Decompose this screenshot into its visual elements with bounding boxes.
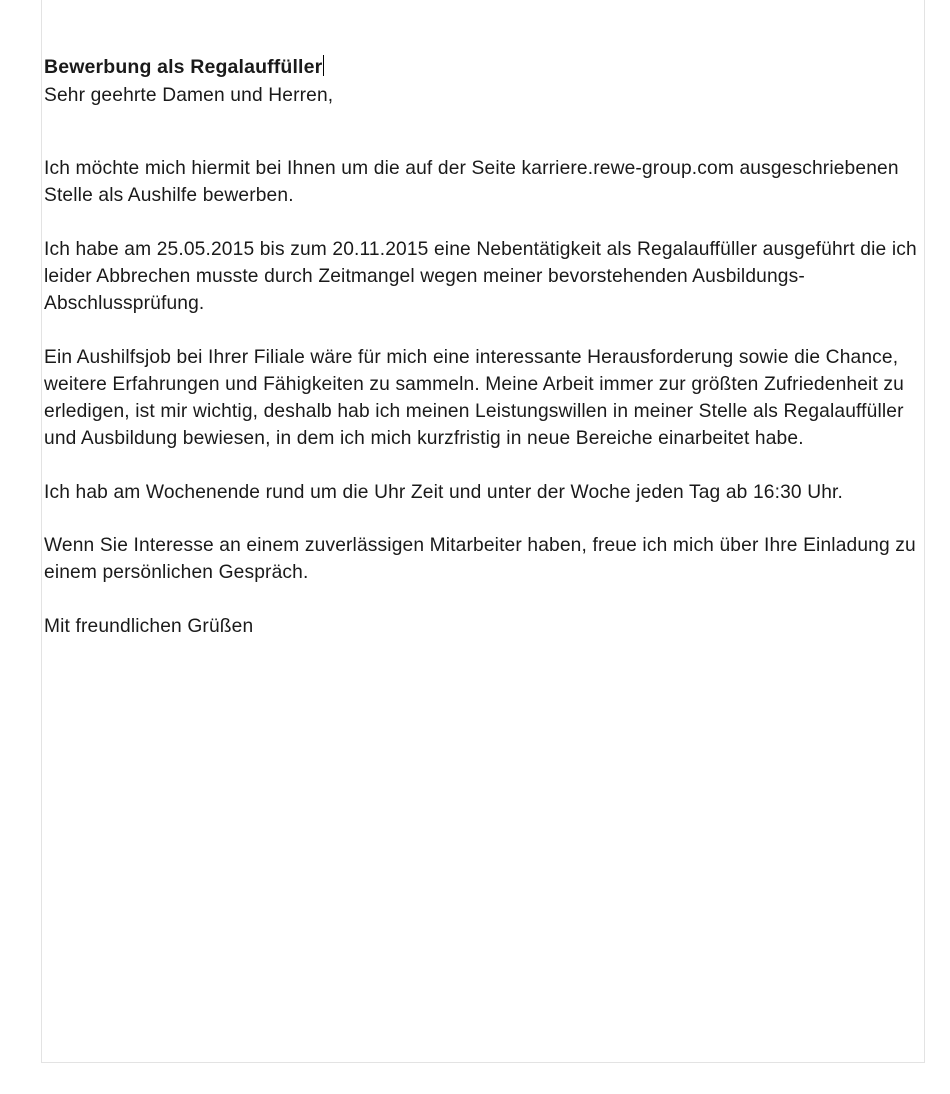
text-cursor <box>323 55 324 76</box>
document-body[interactable] <box>44 52 922 640</box>
salutation: Sehr geehrte Damen und Herren, <box>44 85 334 106</box>
paragraph-invitation: Wenn Sie Interesse an einem zuverlässigen Mitarbeiter haben, freue ich mich über Ihre Einladung zu einem persönlichen Gespräch. <box>44 535 916 583</box>
paragraph-intro: Ich möchte mich hiermit bei Ihnen um die auf der Seite karriere.rewe-group.com ausgeschriebenen Stelle als Aushilfe bewerben. <box>44 158 899 206</box>
paragraph-motivation: Ein Aushilfsjob bei Ihrer Filiale wäre für mich eine interessante Herausforderung sowie die Chance, weitere Erfahrungen und Fähigkeiten zu sammeln. Meine Arbeit immer zur größten Zufriedenheit zu erledigen, ist mir wichtig, deshalb hab ich meinen Leistungswillen in meiner Stelle als Regalauffüller und Ausbildung bewiesen, in dem ich mich kurzfristig in neue Bereiche einarbeitet habe. <box>44 347 904 449</box>
closing-greeting: Mit freundlichen Grüßen <box>44 616 254 637</box>
paragraph-experience: Ich habe am 25.05.2015 bis zum 20.11.2015 eine Nebentätigkeit als Regalauffüller ausgeführt die ich leider Abbrechen musste durch Zeitmangel wegen meiner bevorstehenden Ausbildungs-Abschlussprüfung. <box>44 239 917 314</box>
subject-line[interactable] <box>44 52 922 82</box>
subject-text: Bewerbung als Regalauffüller <box>44 56 323 78</box>
document-page[interactable] <box>41 0 925 1063</box>
paragraph-availability: Ich hab am Wochenende rund um die Uhr Zeit und unter der Woche jeden Tag ab 16:30 Uhr. <box>44 482 844 503</box>
